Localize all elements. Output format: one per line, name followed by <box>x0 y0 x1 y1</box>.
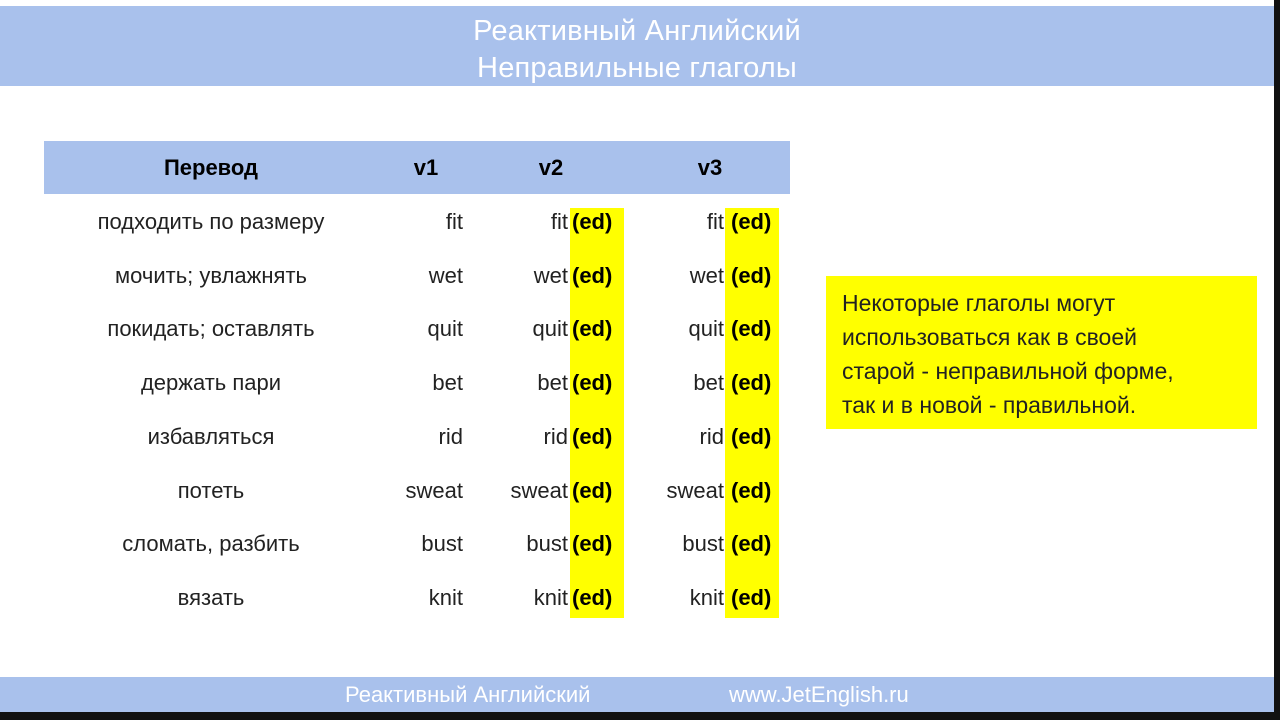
note-line: так и в новой - правильной. <box>842 392 1137 418</box>
v1-cell: rid <box>438 424 463 449</box>
v3-cell: fit <box>706 209 724 234</box>
translation-cell: держать пари <box>140 370 282 395</box>
v2-cell: quit <box>532 316 568 341</box>
table-row <box>0 417 800 457</box>
page-title: Реактивный Английский <box>473 15 801 47</box>
table-row <box>0 363 800 403</box>
note-line: Некоторые глаголы могут <box>842 290 1116 316</box>
translation-cell: подходить по размеру <box>97 209 325 234</box>
v2-suffix-cell: (ed) <box>572 478 613 503</box>
v2-cell: wet <box>533 263 568 288</box>
table-row <box>0 578 800 618</box>
v3-suffix-cell: (ed) <box>731 531 772 556</box>
v3-cell: knit <box>689 585 724 610</box>
footer-brand: Реактивный Английский <box>345 682 591 707</box>
translation-cell: сломать, разбить <box>122 531 300 556</box>
v2-suffix-cell: (ed) <box>572 370 613 395</box>
v3-suffix-cell: (ed) <box>731 316 772 341</box>
v3-cell: bust <box>682 531 724 556</box>
v3-suffix-cell: (ed) <box>731 370 772 395</box>
v1-cell: quit <box>427 316 463 341</box>
v1-cell: bet <box>432 370 463 395</box>
note-line: использоваться как в своей <box>842 324 1137 350</box>
v3-cell: rid <box>699 424 724 449</box>
translation-cell: покидать; оставлять <box>107 316 315 341</box>
footer-website-link[interactable]: www.JetEnglish.ru <box>729 682 909 707</box>
v3-suffix-cell: (ed) <box>731 209 772 234</box>
v2-suffix-cell: (ed) <box>572 263 613 288</box>
table-row <box>0 256 800 296</box>
column-header-v1: v1 <box>413 155 439 180</box>
footer-bar <box>0 677 1274 712</box>
v3-suffix-cell: (ed) <box>731 478 772 503</box>
page-subtitle: Неправильные глаголы <box>477 52 797 84</box>
v2-cell: bust <box>526 531 568 556</box>
v3-suffix-cell: (ed) <box>731 263 772 288</box>
translation-cell: избавляться <box>147 424 275 449</box>
v1-cell: wet <box>428 263 463 288</box>
v2-suffix-cell: (ed) <box>572 531 613 556</box>
v1-cell: knit <box>428 585 463 610</box>
v3-suffix-cell: (ed) <box>731 424 772 449</box>
v3-suffix-cell: (ed) <box>731 585 772 610</box>
note-line: старой - неправильной форме, <box>842 358 1174 384</box>
v2-suffix-cell: (ed) <box>572 209 613 234</box>
v3-cell: wet <box>689 263 724 288</box>
table-row <box>0 202 800 242</box>
v2-suffix-cell: (ed) <box>572 585 613 610</box>
translation-cell: мочить; увлажнять <box>115 263 307 288</box>
title-banner <box>0 6 1274 86</box>
v1-cell: bust <box>421 531 463 556</box>
v3-cell: quit <box>688 316 724 341</box>
table-row <box>0 471 800 511</box>
v2-cell: sweat <box>510 478 568 503</box>
translation-cell: вязать <box>177 585 245 610</box>
v2-cell: knit <box>533 585 568 610</box>
v2-cell: rid <box>543 424 568 449</box>
column-header-v2: v2 <box>538 155 564 180</box>
v2-suffix-cell: (ed) <box>572 424 613 449</box>
v3-cell: bet <box>693 370 724 395</box>
column-header-translation: Перевод <box>163 155 259 180</box>
v1-cell: fit <box>445 209 463 234</box>
table-row <box>0 309 800 349</box>
v2-cell: fit <box>550 209 568 234</box>
info-note <box>826 276 1257 429</box>
table-row <box>0 524 800 564</box>
v1-cell: sweat <box>405 478 463 503</box>
v2-cell: bet <box>537 370 568 395</box>
v2-suffix-cell: (ed) <box>572 316 613 341</box>
v3-cell: sweat <box>666 478 724 503</box>
table-header <box>44 141 790 194</box>
translation-cell: потеть <box>177 478 245 503</box>
column-header-v3: v3 <box>697 155 723 180</box>
